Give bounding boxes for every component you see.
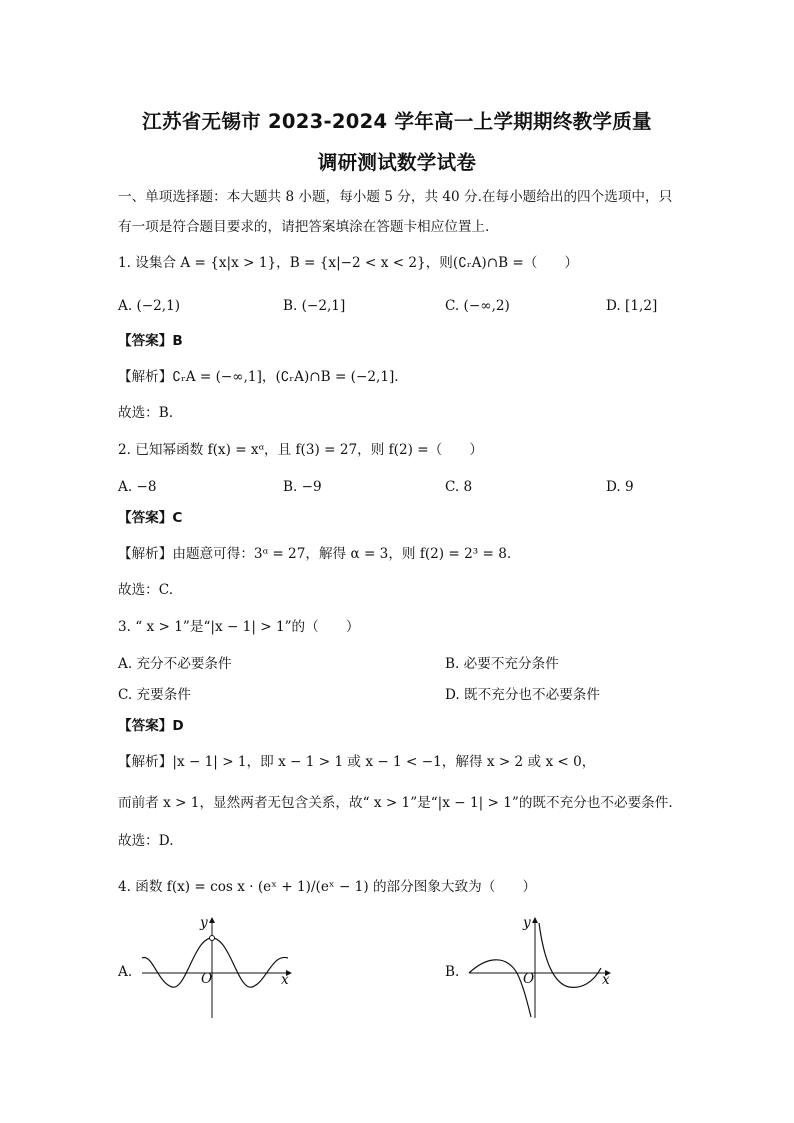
graph-a-y-label: y	[200, 915, 208, 931]
question-2-option-c: C. 8	[445, 479, 473, 495]
question-1-option-c: C. (−∞,2)	[445, 298, 510, 314]
section-instructions-line1: 一、单项选择题：本大题共 8 小题，每小题 5 分，共 40 分.在每小题给出的四个选项中，只	[118, 189, 673, 205]
question-4-graph-a	[138, 913, 298, 1023]
question-1-answer: 【答案】B	[118, 333, 183, 349]
question-3-option-c: C. 充要条件	[118, 687, 191, 703]
question-2-option-b: B. −9	[283, 479, 322, 495]
question-4-graph-b	[465, 913, 625, 1023]
question-1-option-a: A. (−2,1)	[118, 298, 181, 314]
question-1-option-b: B. (−2,1]	[283, 298, 346, 314]
question-2-answer: 【答案】C	[118, 510, 183, 526]
question-2-analysis: 【解析】由题意可得：3ᵅ = 27，解得 α = 3，则 f(2) = 2³ = 8.	[118, 546, 512, 562]
exam-title-line2: 调研测试数学试卷	[317, 151, 477, 174]
question-1-option-d: D. [1,2]	[606, 298, 658, 314]
question-4-option-a-label: A.	[118, 964, 133, 980]
section-instructions-line2: 有一项是符合题目要求的，请把答案填涂在答题卡相应位置上.	[118, 219, 490, 235]
y-axis-arrow	[209, 917, 215, 923]
exam-title-line1: 江苏省无锡市 2023-2024 学年高一上学期期终教学质量	[142, 110, 652, 133]
question-2-stem: 2. 已知幂函数 f(x) = xᵅ，且 f(3) = 27，则 f(2) =（ ）	[118, 442, 484, 458]
question-3-answer: 【答案】D	[118, 718, 184, 734]
question-3-stem: 3. “ x > 1”是“|x − 1| > 1”的（ ）	[118, 619, 360, 635]
question-3-analysis-line2: 而前者 x > 1，显然两者无包含关系，故“ x > 1”是“|x − 1| > 1”的既不充分也不必要条件.	[118, 795, 673, 811]
open-point	[210, 936, 215, 941]
graph-b-y-label: y	[523, 915, 531, 931]
question-4-stem: 4. 函数 f(x) = cos x · (eˣ + 1)/(eˣ − 1) 的部分图象大致为（ ）	[118, 879, 537, 895]
question-2-option-a: A. −8	[118, 479, 157, 495]
question-4-option-b-label: B.	[445, 964, 460, 980]
graph-a-origin-label: O	[201, 971, 213, 987]
y-axis-arrow	[532, 917, 538, 923]
question-1-analysis: 【解析】∁ᵣA = (−∞,1]，(∁ᵣA)∩B = (−2,1].	[118, 369, 399, 385]
question-1-conclusion: 故选：B.	[118, 405, 174, 421]
curve-b-right	[539, 923, 601, 987]
question-3-conclusion: 故选：D.	[118, 833, 174, 849]
question-2-conclusion: 故选：C.	[118, 582, 174, 598]
question-1-stem: 1. 设集合 A = {x|x > 1}，B = {x|−2 < x < 2}，则(∁ᵣA)∩B =（ ）	[118, 255, 579, 271]
question-3-option-a: A. 充分不必要条件	[118, 656, 232, 672]
question-3-option-b: B. 必要不充分条件	[445, 656, 559, 672]
curve-a	[142, 938, 288, 987]
question-3-analysis-line1: 【解析】|x − 1| > 1，即 x − 1 > 1 或 x − 1 < −1，解得 x > 2 或 x < 0，	[118, 754, 596, 770]
question-3-option-d: D. 既不充分也不必要条件	[445, 687, 600, 703]
question-2-option-d: D. 9	[606, 479, 634, 495]
graph-b-origin-label: O	[523, 971, 535, 987]
graph-b-x-label: x	[602, 972, 610, 988]
graph-a-x-label: x	[281, 972, 289, 988]
curve-b-left	[469, 960, 531, 1017]
